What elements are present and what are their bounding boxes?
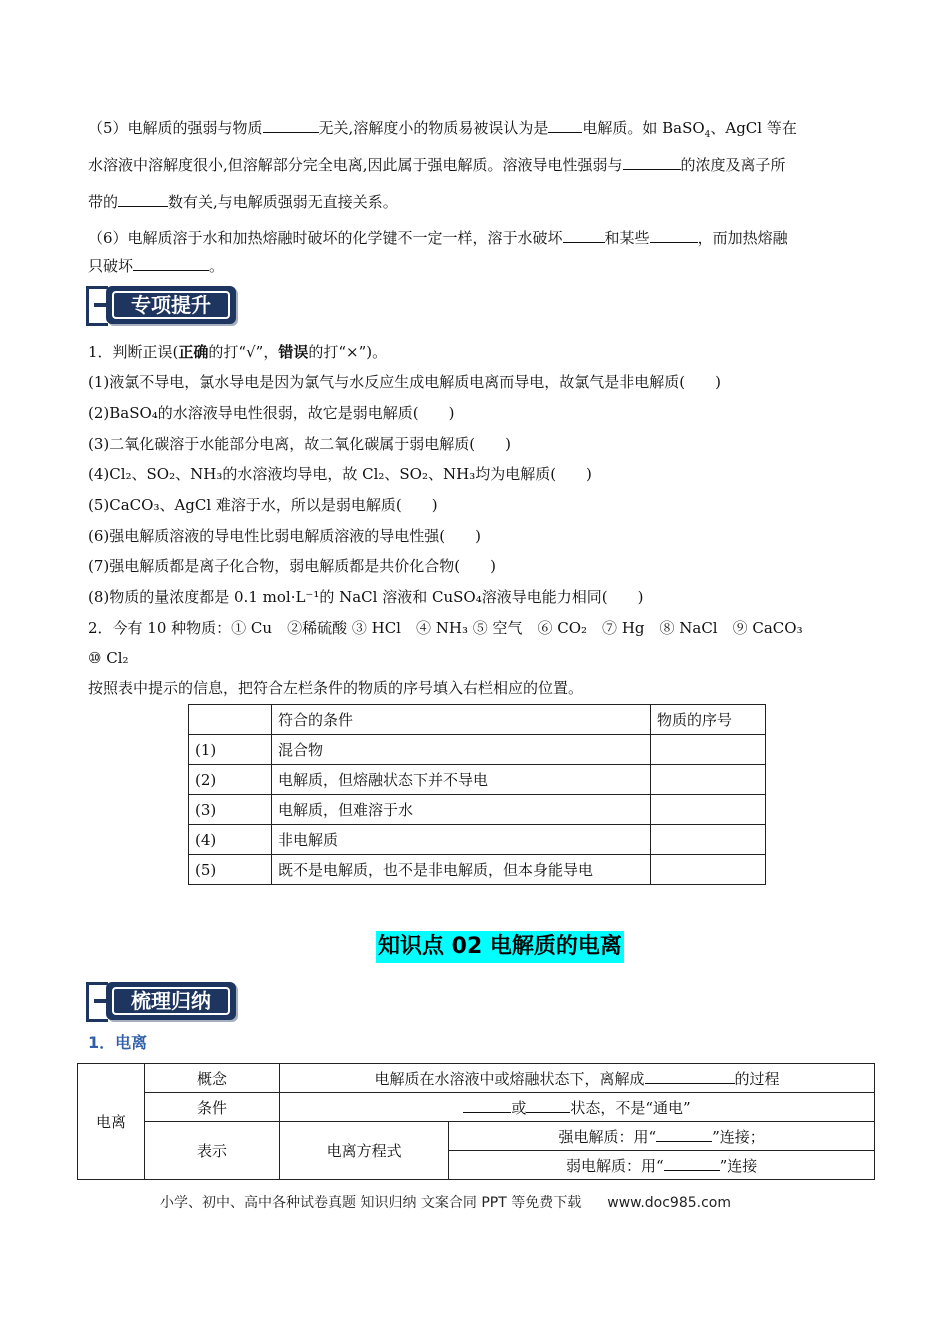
text: 或 [511, 1098, 527, 1117]
text: 和某些 [604, 229, 650, 247]
table-cell: (3) [189, 795, 272, 825]
row-label: 电离 [78, 1064, 145, 1180]
blank[interactable] [645, 1069, 735, 1084]
answer-cell[interactable] [651, 735, 766, 765]
answer-cell[interactable] [651, 825, 766, 855]
text: （6）电解质溶于水和加热熔融时破坏的化学键不一定一样，溶于水破坏 [88, 229, 563, 247]
table-cell: (2) [189, 765, 272, 795]
text: 的浓度及离子所 [680, 156, 786, 174]
blank[interactable] [548, 118, 582, 133]
question-1-item: (1)液氯不导电，氯水导电是因为氯气与水反应生成电解质电离而导电，故氯气是非电解质( ) [88, 373, 721, 391]
question-2-instruction: 按照表中提示的信息，把符合左栏条件的物质的序号填入右栏相应的位置。 [88, 679, 584, 697]
footer [160, 1192, 731, 1212]
question-1-item: (6)强电解质溶液的导电性比弱电解质溶液的导电性强( ) [88, 527, 481, 545]
banner-box [106, 286, 236, 324]
text: （5）电解质的强弱与物质 [88, 119, 263, 137]
text: 无关,溶解度小的物质易被误认为是 [318, 119, 549, 137]
table-cell: 非电解质 [272, 825, 651, 855]
table-cell: 电解质，但难溶于水 [272, 795, 651, 825]
blank[interactable] [526, 1098, 570, 1113]
answer-cell[interactable] [651, 795, 766, 825]
text: 的打“√”， [208, 343, 279, 361]
equation-label: 电离方程式 [280, 1122, 449, 1180]
ionization-table [77, 1063, 875, 1180]
table-row [78, 1122, 875, 1151]
text: 1．判断正误( [88, 343, 179, 361]
table-cell: 既不是电解质，也不是非电解质，但本身能导电 [272, 855, 651, 885]
condition-content [280, 1093, 875, 1122]
paragraph-5-line2 [88, 155, 868, 175]
subsection-title: 1．电离 [88, 1033, 148, 1052]
text: 的打“×”)。 [308, 343, 388, 361]
text-bold: 错误 [278, 343, 309, 361]
text: 只破坏 [88, 257, 134, 275]
banner-box [106, 982, 236, 1020]
text: 。 [209, 257, 225, 275]
concept-label: 概念 [145, 1064, 280, 1093]
table-header-cell: 物质的序号 [651, 705, 766, 735]
table-cell: (5) [189, 855, 272, 885]
paragraph-6-line2 [88, 256, 868, 276]
table-cell: 混合物 [272, 735, 651, 765]
blank[interactable] [664, 1156, 720, 1171]
question-1-item: (7)强电解质都是离子化合物，弱电解质都是共价化合物( ) [88, 557, 496, 575]
footer-link[interactable]: www.doc985.com [607, 1195, 731, 1211]
text: 、AgCl 等在 [710, 119, 797, 137]
weak-electrolyte-cell [449, 1151, 875, 1180]
blank[interactable] [563, 228, 605, 243]
table-row [78, 1064, 875, 1093]
strong-electrolyte-cell [449, 1122, 875, 1151]
blank[interactable] [133, 256, 209, 271]
concept-content [280, 1064, 875, 1093]
footer-text: 小学、初中、高中各种试卷真题 知识归纳 文案合同 PPT 等免费下载 [160, 1195, 582, 1211]
text: 状态，不是“通电” [570, 1098, 691, 1117]
question-1-item: (8)物质的量浓度都是 0.1 mol·L⁻¹的 NaCl 溶液和 CuSO₄溶液导电能力相同( ) [88, 588, 644, 606]
paragraph-5-line1: （5）电解质的强弱与物质 无关,溶解度小的物质易被误认为是 电解质。如 BaSO$_4$、AgCl 等在 [88, 119, 797, 140]
question-1-item: (5)CaCO₃、AgCl 难溶于水，所以是弱电解质( ) [88, 496, 438, 514]
table-header-cell [189, 705, 272, 735]
blank[interactable] [118, 192, 168, 207]
text: 的过程 [734, 1069, 780, 1088]
banner-title: 专项提升 [112, 291, 230, 319]
section-title: 知识点 02 电解质的电离 [376, 931, 624, 963]
table-cell: (4) [189, 825, 272, 855]
blank[interactable] [463, 1098, 511, 1113]
question-2-line2: ⑩ Cl₂ [88, 649, 129, 667]
substance-table [188, 704, 766, 885]
table-row [189, 735, 766, 765]
text: 弱电解质：用“ [565, 1156, 664, 1175]
table-header-cell: 符合的条件 [272, 705, 651, 735]
table-row [189, 795, 766, 825]
question-1-item: (2)BaSO₄的水溶液导电性很弱，故它是弱电解质( ) [88, 404, 455, 422]
answer-cell[interactable] [651, 765, 766, 795]
blank[interactable] [263, 118, 319, 133]
question-1-title [88, 342, 868, 362]
blank[interactable] [656, 1127, 712, 1142]
representation-label: 表示 [145, 1122, 280, 1180]
text: ”连接 [719, 1156, 758, 1175]
text-bold: 正确 [178, 343, 209, 361]
table-cell: 电解质，但熔融状态下并不导电 [272, 765, 651, 795]
paragraph-5-line3 [88, 192, 868, 212]
text: 电解质。如 BaSO [582, 119, 705, 137]
text: 电解质在水溶液中或熔融状态下，离解成 [374, 1069, 645, 1088]
blank[interactable] [650, 228, 698, 243]
question-1-item: (4)Cl₂、SO₂、NH₃的水溶液均导电，故 Cl₂、SO₂、NH₃均为电解质( ) [88, 465, 592, 483]
paragraph-6-line1 [88, 228, 868, 248]
banner-title: 梳理归纳 [112, 987, 230, 1015]
text: 带的 [88, 193, 119, 211]
answer-cell[interactable] [651, 855, 766, 885]
table-row [78, 1093, 875, 1122]
text: ，而加热熔融 [697, 229, 788, 247]
table-header-row [189, 705, 766, 735]
table-row [189, 825, 766, 855]
text: 强电解质：用“ [558, 1127, 657, 1146]
table-row [189, 855, 766, 885]
text: ”连接； [712, 1127, 765, 1146]
table-row [189, 765, 766, 795]
question-1-item: (3)二氧化碳溶于水能部分电离，故二氧化碳属于弱电解质( ) [88, 435, 511, 453]
blank[interactable] [623, 155, 681, 170]
question-2-line1: 2．今有 10 种物质：① Cu ②稀硫酸 ③ HCl ④ NH₃ ⑤ 空气 ⑥ CO₂ ⑦ Hg ⑧ NaCl ⑨ CaCO₃ [88, 619, 803, 637]
condition-label: 条件 [145, 1093, 280, 1122]
text: 水溶液中溶解度很小,但溶解部分完全电离,因此属于强电解质。溶液导电性强弱与 [88, 156, 623, 174]
text: 数有关,与电解质强弱无直接关系。 [168, 193, 398, 211]
table-cell: (1) [189, 735, 272, 765]
